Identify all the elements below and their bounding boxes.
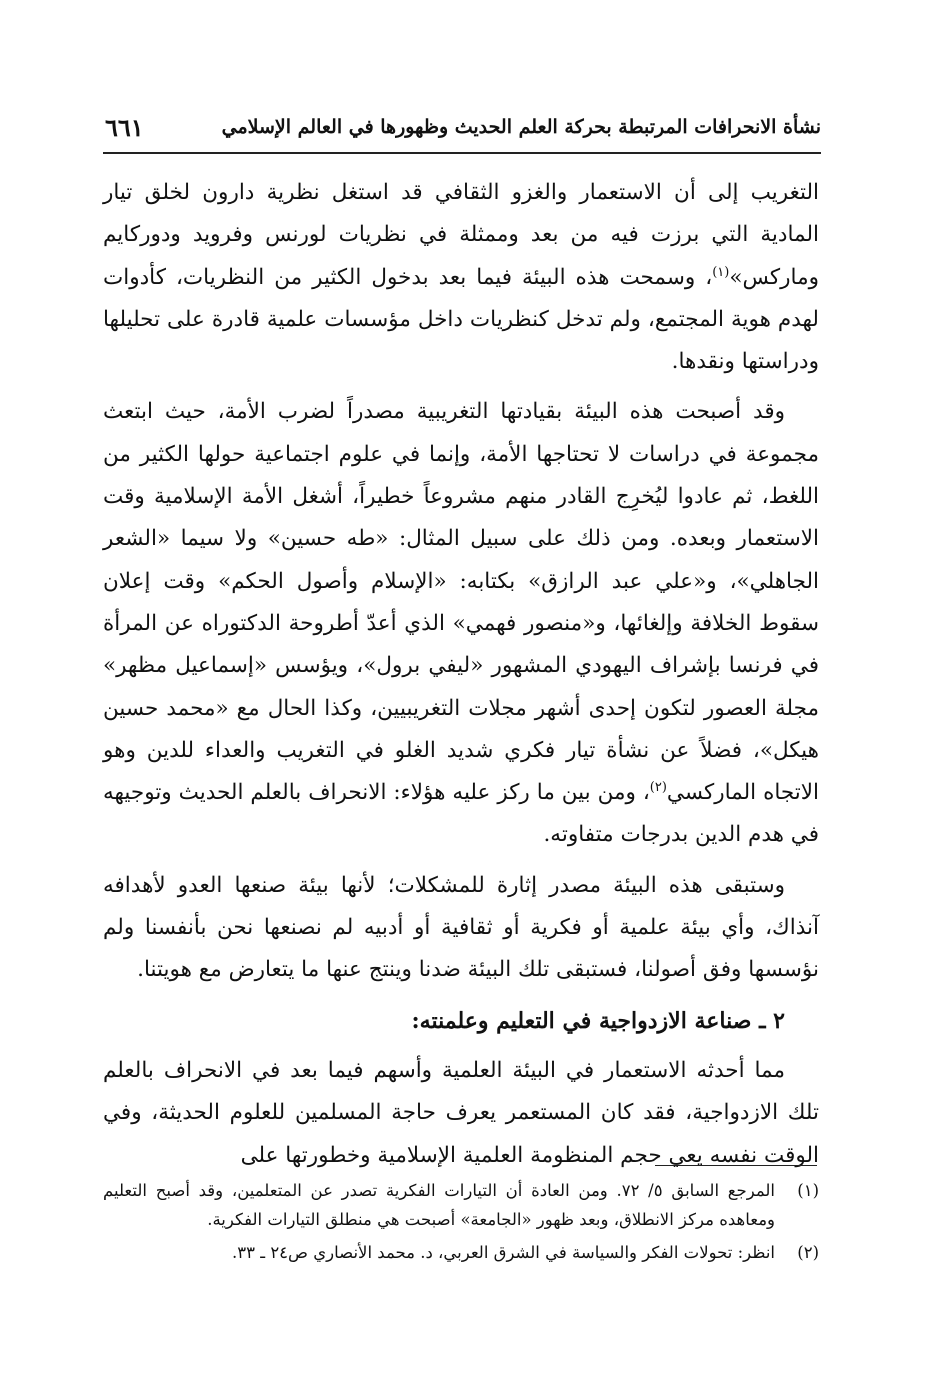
running-title: نشأة الانحرافات المرتبطة بحركة العلم الحديث وظهورها في العالم الإسلامي <box>221 116 821 138</box>
header-rule <box>103 152 821 154</box>
paragraph-1-continuation: ، وسمحت هذه البيئة فيما بعد بدخول الكثير من النظريات، كأدوات لهدم هوية المجتمع، ولم تدخل كنظريات داخل مؤسسات علمية قادرة على تحليلها ودراستها ونقدها. <box>103 264 819 375</box>
footnote-number: (١) <box>797 1181 819 1200</box>
footnote-separator <box>655 1165 817 1166</box>
footnote-text: انظر: تحولات الفكر والسياسة في الشرق العربي، د. محمد الأنصاري ص٢٤ ـ ٣٣. <box>232 1243 775 1262</box>
paragraph-3: وستبقى هذه البيئة مصدر إثارة للمشكلات؛ لأنها بيئة صنعها العدو لأهدافه آنذاك، وأي بيئة علمية أو فكرية أو ثقافية أو أدبيه لم نصنعها نحن بأنفسنا ولم نؤسسها وفق أصولنا، فستبقى تلك البيئة ضدنا وينتج عنها ما يتعارض مع هويتنا. <box>103 872 819 983</box>
paragraph-4: مما أحدثه الاستعمار في البيئة العلمية وأسهم فيما بعد في الانحراف بالعلم تلك الازدواجية، فقد كان المستعمر يعرف حاجة المسلمين للعلوم الحديثة، وفي الوقت نفسه يعي حجم المنظومة العلمية الإسلامية وخطورتها على <box>103 1057 819 1168</box>
footnote-number: (٢) <box>797 1243 819 1262</box>
footnotes <box>103 1176 819 1271</box>
footnote-1 <box>103 1176 819 1234</box>
paragraph-2-text: وقد أصبحت هذه البيئة بقيادتها التغريبية مصدراً لضرب الأمة، حيث ابتعث مجموعة في دراسات لا تحتاجها الأمة، وإنما في علوم اجتماعية حولها الكثير من اللغط، ثم عادوا ليُخرِج القادر منهم مشروعاً خطيراً، أشغل الأمة الإسلامية وقت الاستعمار وبعده. ومن ذلك على سبيل المثال: «طه حسين» ولا سيما «الشعر الجاهلي»، و«علي عبد الرازق» بكتابه: «الإسلام وأصول الحكم» وقت إعلان سقوط الخلافة وإلغائها، و«منصور فهمي» الذي أعدّ أطروحة الدكتوراه عن المرأة في فرنسا بإشراف اليهودي المشهور «ليفي برول»، ويؤسس «إسماعيل مظهر» مجلة العصور لتكون إحدى أشهر مجلات التغريبيين، وكذا الحال مع «محمد حسين هيكل»، فضلاً عن نشأة تيار فكري شديد الغلو في التغريب والعداء للدين وهو الاتجاه الماركسي <box>103 399 819 806</box>
paragraph-2-continuation: ، ومن بين ما ركز عليه هؤلاء: الانحراف بالعلم الحديث وتوجيهه في هدم الدين بدرجات متفاوته. <box>103 780 819 848</box>
main-text <box>103 172 819 1185</box>
page-number: ٦٦١ <box>105 113 144 142</box>
footnote-2 <box>103 1238 819 1267</box>
paragraph-1 <box>103 172 819 383</box>
footnote-ref-1: (١) <box>712 264 730 280</box>
paragraph-2 <box>103 391 819 856</box>
section-heading: ٢ ـ صناعة الازدواجية في التعليم وعلمنته: <box>411 1007 785 1034</box>
footnote-ref-2: (٢) <box>649 780 667 795</box>
footnote-text: المرجع السابق ٥/ ٧٢. ومن العادة أن التيارات الفكرية تصدر عن المتعلمين، وقد أصبح التعليم ومعاهده مركز الانطلاق، وبعد ظهور «الجامعة» أصبحت هي منطلق التيارات الفكرية. <box>103 1181 775 1229</box>
paragraph-1-text: التغريب إلى أن الاستعمار والغزو الثقافي قد استغل نظرية دارون لخلق تيار المادية التي برزت فيه من بعد وممثلة في نظريات لورنس وفرويد ودوركايم وماركس» <box>103 180 819 290</box>
page-header <box>103 108 821 152</box>
